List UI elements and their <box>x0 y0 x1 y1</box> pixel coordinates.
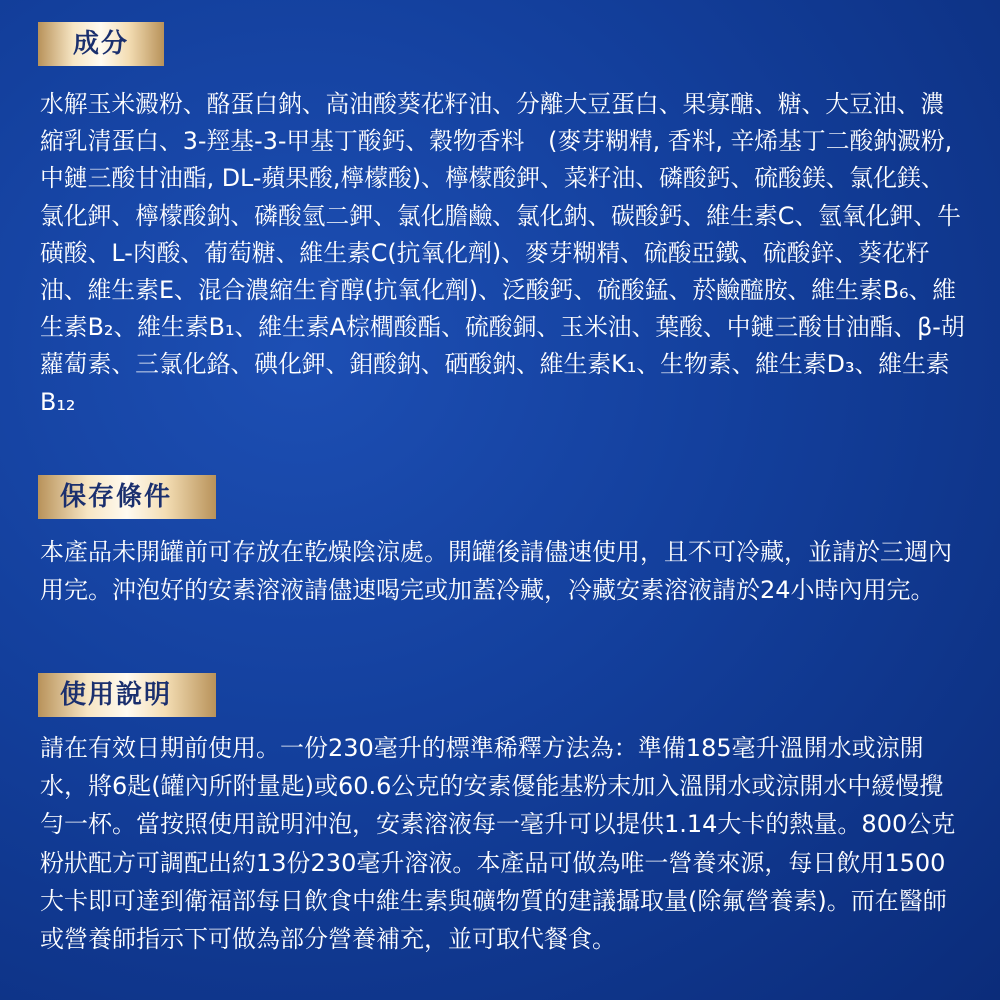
storage-heading: 保存條件 <box>38 475 216 519</box>
storage-text: 本產品未開罐前可存放在乾燥陰涼處。開罐後請儘速使用，且不可冷藏，並請於三週內用完。沖泡好的安素溶液請儘速喝完或加蓋冷藏，冷藏安素溶液請於24小時內用完。 <box>40 538 952 604</box>
usage-text: 請在有效日期前使用。一份230毫升的標準稀釋方法為：準備185毫升溫開水或涼開水，將6匙(罐內所附量匙)或60.6公克的安素優能基粉末加入溫開水或涼開水中緩慢攪勻一杯。當按照使用說明沖泡，安素溶液每一毫升可以提供1.14大卡的熱量。800公克粉狀配方可調配出約13份230毫升溶液。本產品可做為唯一營養來源，每日飲用1500大卡即可達到衛福部每日飲食中維生素與礦物質的建議攝取量(除氟營養素)。而在醫師或營養師指示下可做為部分營養補充，並可取代餐食。 <box>40 734 956 954</box>
usage-heading: 使用說明 <box>38 673 216 717</box>
ingredients-text: 水解玉米澱粉、酪蛋白鈉、高油酸葵花籽油、分離大豆蛋白、果寡醣、糖、大豆油、濃縮乳清蛋白、3-羥基-3-甲基丁酸鈣、穀物香料 (麥芽糊精, 香料, 辛烯基丁二酸鈉澱粉,中鏈三酸甘油酯, DL-蘋果酸,檸檬酸)、檸檬酸鉀、菜籽油、磷酸鈣、硫酸鎂、氯化鎂、氯化鉀、檸檬酸鈉、磷酸氫二鉀、氯化膽鹼、氯化鈉、碳酸鈣、維生素C、氫氧化鉀、牛磺酸、L-肉酸、葡萄糖、維生素C(抗氧化劑)、麥芽糊精、硫酸亞鐵、硫酸鋅、葵花籽油、維生素E、混合濃縮生育醇(抗氧化劑)、泛酸鈣、硫酸錳、菸鹼醯胺、維生素B₆、維生素B₂、維生素B₁、維生素A棕櫚酸酯、硫酸銅、玉米油、葉酸、中鏈三酸甘油酯、β-胡蘿蔔素、三氯化鉻、碘化鉀、鉬酸鈉、硒酸鈉、維生素K₁、生物素、維生素D₃、維生素B₁₂ <box>40 90 965 416</box>
ingredients-heading: 成分 <box>38 22 164 66</box>
